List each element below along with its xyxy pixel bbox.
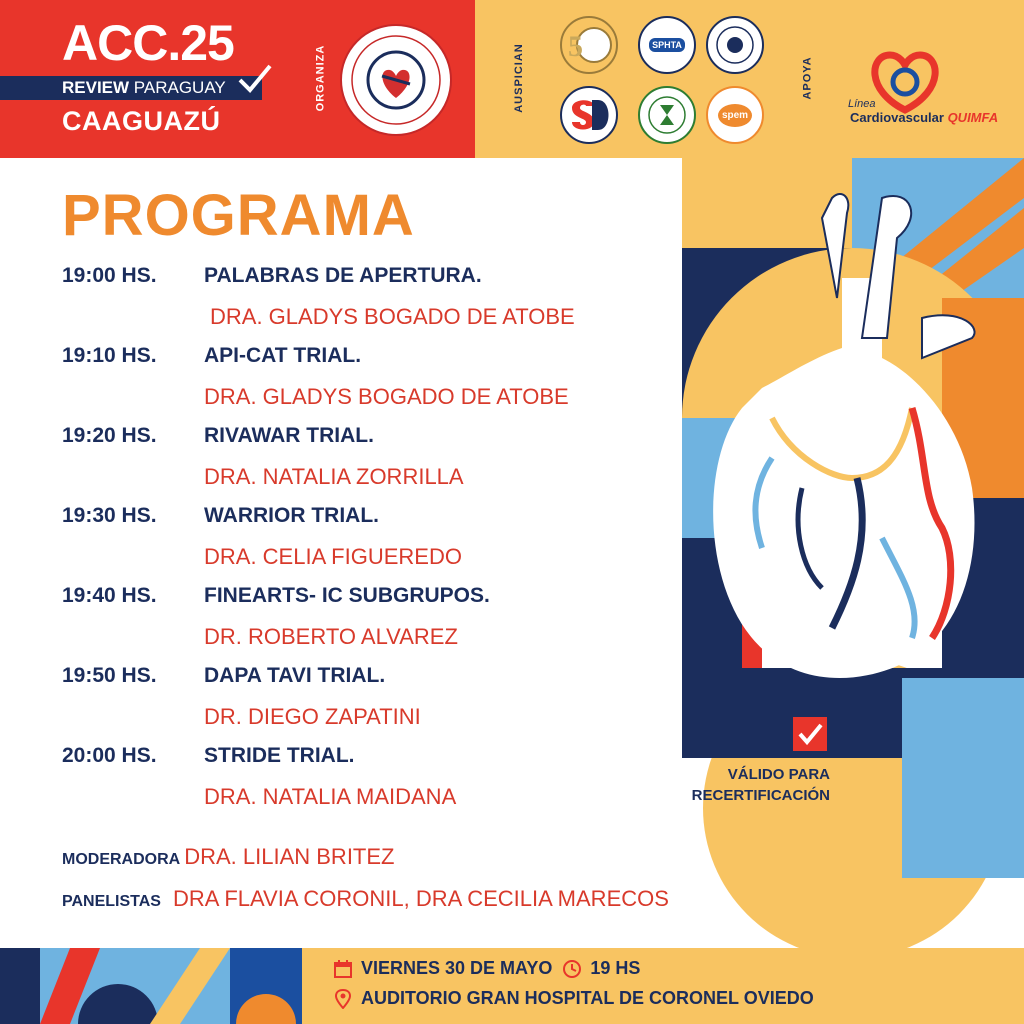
panelists-row	[62, 886, 669, 912]
moderator-name: DRA. LILIAN BRITEZ	[184, 844, 395, 869]
sponsor-logo-spem	[706, 86, 764, 144]
event-venue: AUDITORIO GRAN HOSPITAL DE CORONEL OVIEDO	[361, 988, 814, 1008]
panelists-names: DRA FLAVIA CORONIL, DRA CECILIA MARECOS	[172, 886, 669, 911]
schedule-speaker: DRA. NATALIA ZORRILLA	[204, 464, 464, 489]
event-time: 19 HS	[590, 958, 641, 978]
sponsor-logo-sphta	[638, 16, 696, 74]
schedule-time: 19:40 HS.	[62, 584, 157, 607]
schedule-speaker: DRA. GLADYS BOGADO DE ATOBE	[210, 304, 575, 329]
spem-label: spem	[718, 104, 752, 127]
schedule-talk: WARRIOR TRIAL.	[204, 504, 379, 527]
schedule-talk: FINEARTS- IC SUBGRUPOS.	[204, 584, 490, 607]
society-seal-icon	[714, 24, 756, 66]
footer-date-line	[333, 958, 640, 979]
sponsor-logo-sd	[560, 86, 618, 144]
program-heading: PROGRAMA	[62, 183, 415, 248]
sphta-label: SPHTA	[649, 38, 685, 52]
recertification-note	[638, 764, 830, 806]
heart-seal-icon	[342, 26, 450, 134]
review-subtitle	[62, 78, 226, 98]
city-name: CAAGUAZÚ	[62, 106, 221, 136]
apoya-cardiovascular: Cardiovascular	[850, 110, 944, 125]
review-label: REVIEW	[62, 78, 130, 97]
apoya-line2	[850, 110, 998, 125]
schedule-speaker: DRA. NATALIA MAIDANA	[204, 784, 457, 809]
apoya-brand: QUIMFA	[947, 110, 999, 125]
sponsor-logo-50-anniversary	[560, 16, 618, 74]
schedule-talk: PALABRAS DE APERTURA.	[204, 264, 482, 287]
schedule-speaker: DRA. CELIA FIGUEREDO	[204, 544, 462, 569]
moderator-label: MODERADORA	[62, 851, 181, 868]
valid-line-2: RECERTIFICACIÓN	[691, 787, 830, 804]
quimfa-heart-logo-icon	[845, 40, 965, 140]
location-pin-icon	[333, 989, 353, 1009]
apoya-label: APOYA	[801, 56, 814, 100]
schedule-speaker: DR. DIEGO ZAPATINI	[204, 704, 421, 729]
schedule-talk: RIVAWAR TRIAL.	[204, 424, 374, 447]
schedule-talk: STRIDE TRIAL.	[204, 744, 355, 767]
footer-venue-line	[333, 988, 814, 1009]
schedule-time: 19:10 HS.	[62, 344, 157, 367]
sponsor-logo-society-seal	[706, 16, 764, 74]
schedule-time: 20:00 HS.	[62, 744, 157, 767]
review-country: PARAGUAY	[133, 78, 226, 97]
schedule-speaker: DR. ROBERTO ALVAREZ	[204, 624, 458, 649]
auspician-label: AUSPICIAN	[512, 43, 525, 113]
checkbox-checked-icon	[792, 716, 828, 752]
organiza-label: ORGANIZA	[314, 44, 327, 112]
clock-icon	[562, 959, 582, 979]
calendar-icon	[333, 959, 353, 979]
schedule-talk: API-CAT TRIAL.	[204, 344, 362, 367]
moderator-row	[62, 844, 395, 870]
svg-text:5: 5	[568, 30, 583, 63]
organizer-logo	[340, 24, 452, 136]
valid-line-1: VÁLIDO PARA	[727, 766, 830, 783]
sd-monogram-icon	[564, 90, 614, 140]
footer-geometric-art	[0, 948, 302, 1024]
event-title: ACC.25	[62, 15, 234, 71]
schedule-time: 19:50 HS.	[62, 664, 157, 687]
schedule-time: 19:00 HS.	[62, 264, 157, 287]
schedule-time: 19:20 HS.	[62, 424, 157, 447]
heart-artwork	[682, 158, 1024, 948]
sponsor-logo-gerontology	[638, 86, 696, 144]
event-date: VIERNES 30 DE MAYO	[361, 958, 553, 978]
schedule-time: 19:30 HS.	[62, 504, 157, 527]
panelists-label: PANELISTAS	[62, 893, 161, 910]
schedule-speaker: DRA. GLADYS BOGADO DE ATOBE	[204, 384, 569, 409]
anniversary-seal-icon	[564, 20, 614, 70]
hourglass-icon	[646, 94, 688, 136]
apoya-line1: Línea	[848, 98, 876, 110]
schedule-talk: DAPA TAVI TRIAL.	[204, 664, 386, 687]
checkmark-icon	[238, 64, 272, 94]
